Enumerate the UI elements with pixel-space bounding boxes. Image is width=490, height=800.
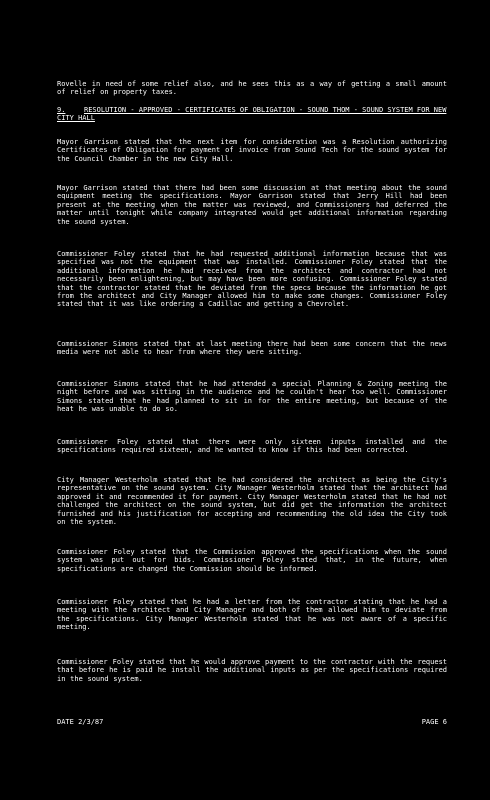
paragraph: Mayor Garrison stated that the next item for consideration was a Resolution authorizing Certificates of Obligation for payment of invoice from Sound Tech for the sound system for the Council Chamber in the new City Hall. [57, 138, 447, 163]
section-number: 9. [57, 106, 66, 114]
paragraph: Commissioner Foley stated that there were only sixteen inputs installed and the specifications required sixteen, and he wanted to know if this had been corrected. [57, 438, 447, 455]
paragraph: Commissioner Simons stated that he had attended a special Planning & Zoning meeting the night before and was sitting in the audience and he couldn't hear too well. Commissioner Simons stated that he had planned to sit in for the entire meeting, but because of the heat he was unable to do so. [57, 380, 447, 414]
intro-fragment: Rovelle in need of some relief also, and he sees this as a way of getting a small amount of relief on property taxes. [57, 80, 447, 97]
paragraph: City Manager Westerholm stated that he had considered the architect as being the City's representative on the sound system. City Manager Westerholm stated that the architect had approved it and recommended it for payment. City Manager Westerholm stated that he had not challenged the architect on the sound system, but did get the information the architect furnished and his justification for accepting and recommending the old idea the City took on the system. [57, 476, 447, 527]
paragraph: Commissioner Foley stated that he had requested additional information because that was specified was not the equipment that was installed. Commissioner Foley stated that the additional information he had received from the architect and contractor had not necessarily been enlightening, but may have been more confusing. Commissioner Foley stated that the contractor stated that he deviated from the specs because the information he got from the architect and City Manager allowed him to make some changes. Commissioner Foley stated that it was like ordering a Cadillac and getting a Chevrolet. [57, 250, 447, 309]
paragraph: Commissioner Foley stated that he would approve payment to the contractor with the request that before he is paid he install the additional inputs as per the specifications required in the sound system. [57, 658, 447, 683]
footer-date: DATE 2/3/87 [57, 718, 104, 726]
footer-page-number: PAGE 6 [421, 718, 447, 726]
paragraph: Commissioner Simons stated that at last meeting there had been some concern that the news media were not able to hear from where they were sitting. [57, 340, 447, 357]
paragraph: Commissioner Foley stated that the Commission approved the specifications when the sound system was put out for bids. Commissioner Foley stated that, in the future, when specifications are changed the Commission should be informed. [57, 548, 447, 573]
paragraph: Commissioner Foley stated that he had a letter from the contractor stating that he had a meeting with the architect and City Manager and both of them allowed him to deviate from the specifications. City Manager Westerholm stated that he was not aware of a specific meeting. [57, 598, 447, 632]
section-title: RESOLUTION - APPROVED - CERTIFICATES OF OBLIGATION - SOUND THOM - SOUND SYSTEM FOR NEW CITY HALL [57, 106, 447, 123]
section-heading [57, 106, 447, 123]
paragraph: Mayor Garrison stated that there had been some discussion at that meeting about the sound equipment meeting the specifications. Mayor Garrison stated that Jerry Hill had been present at the meeting when the matter was reviewed, and Commissioners had deferred the matter until tonight while company integrated would get additional information regarding the sound system. [57, 184, 447, 226]
